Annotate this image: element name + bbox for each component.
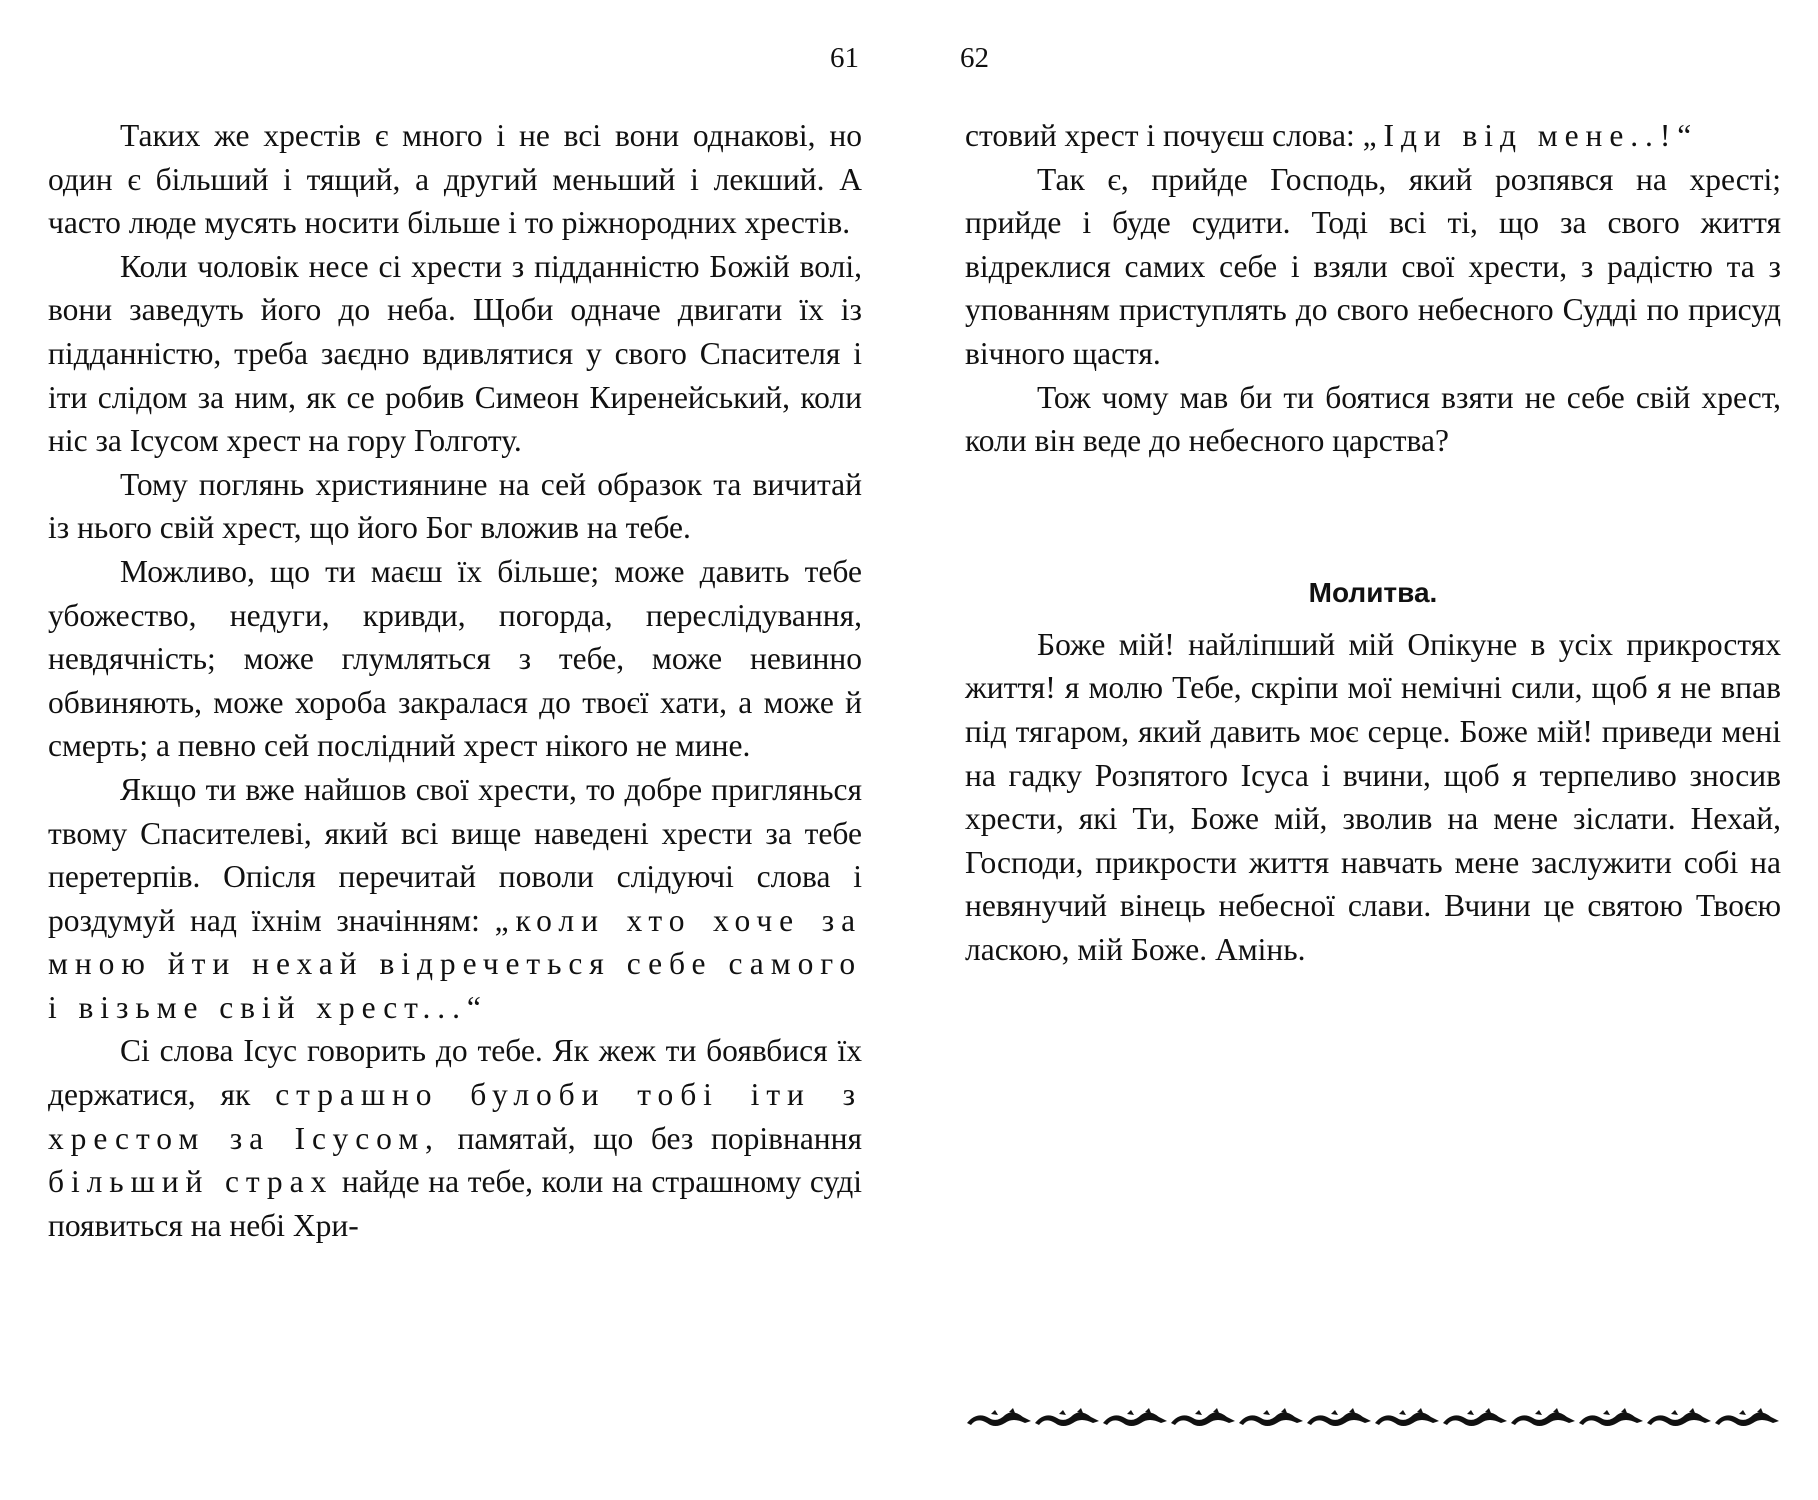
paragraph-text: памятай, що без порівнання — [439, 1120, 863, 1156]
page-number: 61 — [830, 42, 859, 74]
emphasis-text: страшно булоби тобі іти з хрестом за Ісусом, — [48, 1077, 862, 1156]
paragraph: Тому поглянь християнине на сей образок та вичитай із нього свій хрест, що його Бог вложив на тебе. — [48, 466, 862, 546]
paragraph — [48, 1029, 862, 1247]
paragraph-text: стовий хрест і почуєш слова: — [965, 118, 1355, 153]
scripture-quote: „Іди від мене..!“ — [1362, 118, 1699, 153]
paragraph: Коли чоловік несе сі хрести з підданністю Божій волі, вони заведуть його до неба. Щоби одначе двигати їх із підданністю, треба заєдно вдивлятися у свого Спасителя і іти слідом за ним, як се робив Симеон Киренейський, коли ніс за Ісусом хрест на гору Голготу. — [48, 248, 862, 459]
paragraph: Можливо, що ти маєш їх більше; може давить тебе убожество, недуги, кривди, погорда, переслідування, невдячність; може глумляться з тебе, може невинно обвиняють, може хороба закралася до твоєї хати, а може й смерть; а певно сей послідний хрест нікого не мине. — [48, 553, 862, 764]
paragraph: Так є, прийде Господь, який розпявся на хресті; прийде і буде судити. Тоді всі ті, що за свого життя відреклися самих себе і взяли свої хрести, з радістю та з упованням приступлять до свого небесного Судді по присуд вічного щастя. — [965, 161, 1781, 371]
emphasis-text: більший страх — [48, 1164, 334, 1200]
paragraph: Тож чому мав би ти боятися взяти не себе свій хрест, коли він веде до небесного царства? — [965, 379, 1781, 459]
prayer-text: Боже мій! найліпший мій Опікуне в усіх прикростях життя! я молю Тебе, скріпи мої немічні сили, щоб я не впав під тягаром, який давить моє серце. Боже мій! приведи мені на гадку Розпятого Ісуса і вчини, щоб я терпеливо зносив хрести, які Ти, Боже мій, зволив на мене зіслати. Нехай, Господи, прикрости життя навчать мене заслужити собі на невянучий вінець небесної слави. Вчини це святою Твоєю ласкою, мій Боже. Амінь. — [965, 626, 1781, 967]
scripture-quote: „коли хто хоче за мною йти нехай відречеться себе самого і візьме свій хрест...“ — [48, 902, 862, 1025]
paragraph-continuation — [965, 114, 1781, 158]
right-page — [909, 0, 1818, 1500]
prayer-heading: Молитва. — [1308, 576, 1438, 608]
page-number: 62 — [960, 42, 989, 74]
text-column — [48, 114, 862, 1247]
paragraph-text: Якщо ти вже найшов свої хрести, то добре приглянься твому Спасителеві, який всі вище наведені хрести за тебе перетерпів. Опісля перечитай поволи слідуючі слова і роздумуй над їхнім значінням: — [48, 771, 862, 938]
paragraph — [48, 768, 862, 1030]
paragraph-text: найде на тебе, коли на страшному суді появиться на небі Хри- — [48, 1164, 862, 1243]
decorative-border — [965, 1408, 1781, 1430]
paragraph-text: Сі слова Ісус говорить до тебе. Як жеж ти боявбися їх держатися, як — [48, 1033, 862, 1113]
paragraph: Таких же хрестів є много і не всі вони однакові, но один є більший і тящий, а другий меньший і лекший. А часто люде мусять носити більше і то ріжнородних хрестів. — [48, 118, 862, 241]
text-column — [965, 114, 1781, 972]
